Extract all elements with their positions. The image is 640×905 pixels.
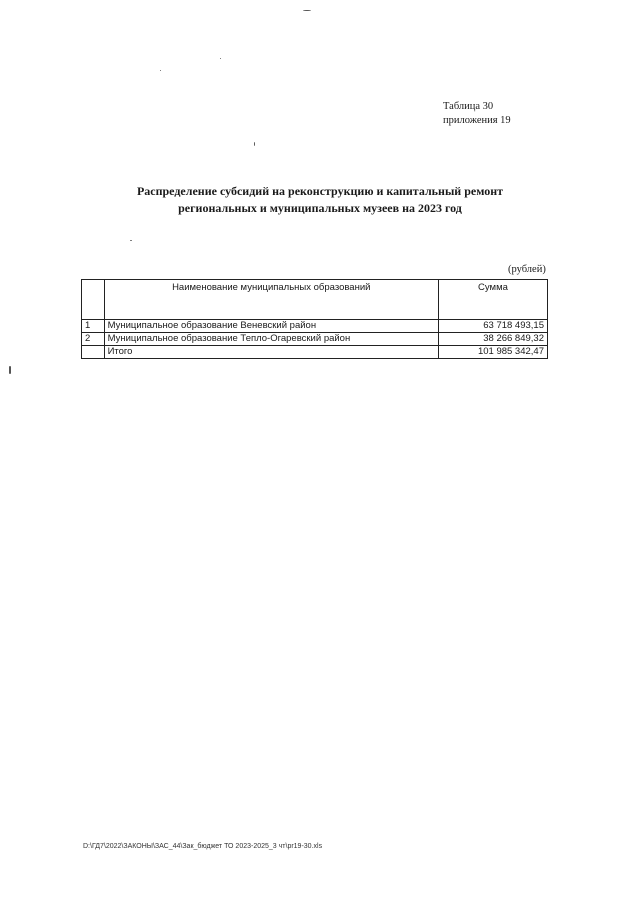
subsidy-table [81, 279, 548, 359]
row-name: Муниципальное образование Тепло-Огаревский район [104, 333, 438, 346]
scan-artifact [160, 70, 161, 71]
document-title [70, 183, 570, 217]
file-path-footer: D:\ГД7\2022\ЗАКОНЫ\ЗАС_44\Зак_бюджет ТО 2023-2025_3 чт\pr19-30.xls [83, 843, 323, 850]
table-reference [443, 100, 511, 128]
scan-artifact [254, 142, 255, 146]
row-num: 1 [82, 320, 105, 333]
row-sum: 38 266 849,32 [438, 333, 547, 346]
scan-artifact [303, 10, 311, 11]
title-line-2: региональных и муниципальных музеев на 2023 год [178, 201, 462, 215]
header-name: Наименование муниципальных образований [104, 280, 438, 320]
row-sum: 63 718 493,15 [438, 320, 547, 333]
scan-artifact [130, 240, 132, 241]
total-sum: 101 985 342,47 [438, 346, 547, 359]
scan-artifact [9, 366, 11, 374]
total-row [82, 346, 548, 359]
header-num [82, 280, 105, 320]
total-label: Итого [104, 346, 438, 359]
table-row [82, 320, 548, 333]
table-number: Таблица 30 [443, 101, 494, 112]
row-num: 2 [82, 333, 105, 346]
row-name: Муниципальное образование Веневский район [104, 320, 438, 333]
total-num [82, 346, 105, 359]
scan-artifact [220, 58, 221, 59]
title-line-1: Распределение субсидий на реконструкцию и капитальный ремонт [136, 184, 504, 198]
header-sum: Сумма [438, 280, 547, 320]
table-header-row [82, 280, 548, 320]
table-row [82, 333, 548, 346]
appendix-reference: приложения 19 [443, 115, 511, 126]
units-label: (рублей) [508, 264, 546, 275]
